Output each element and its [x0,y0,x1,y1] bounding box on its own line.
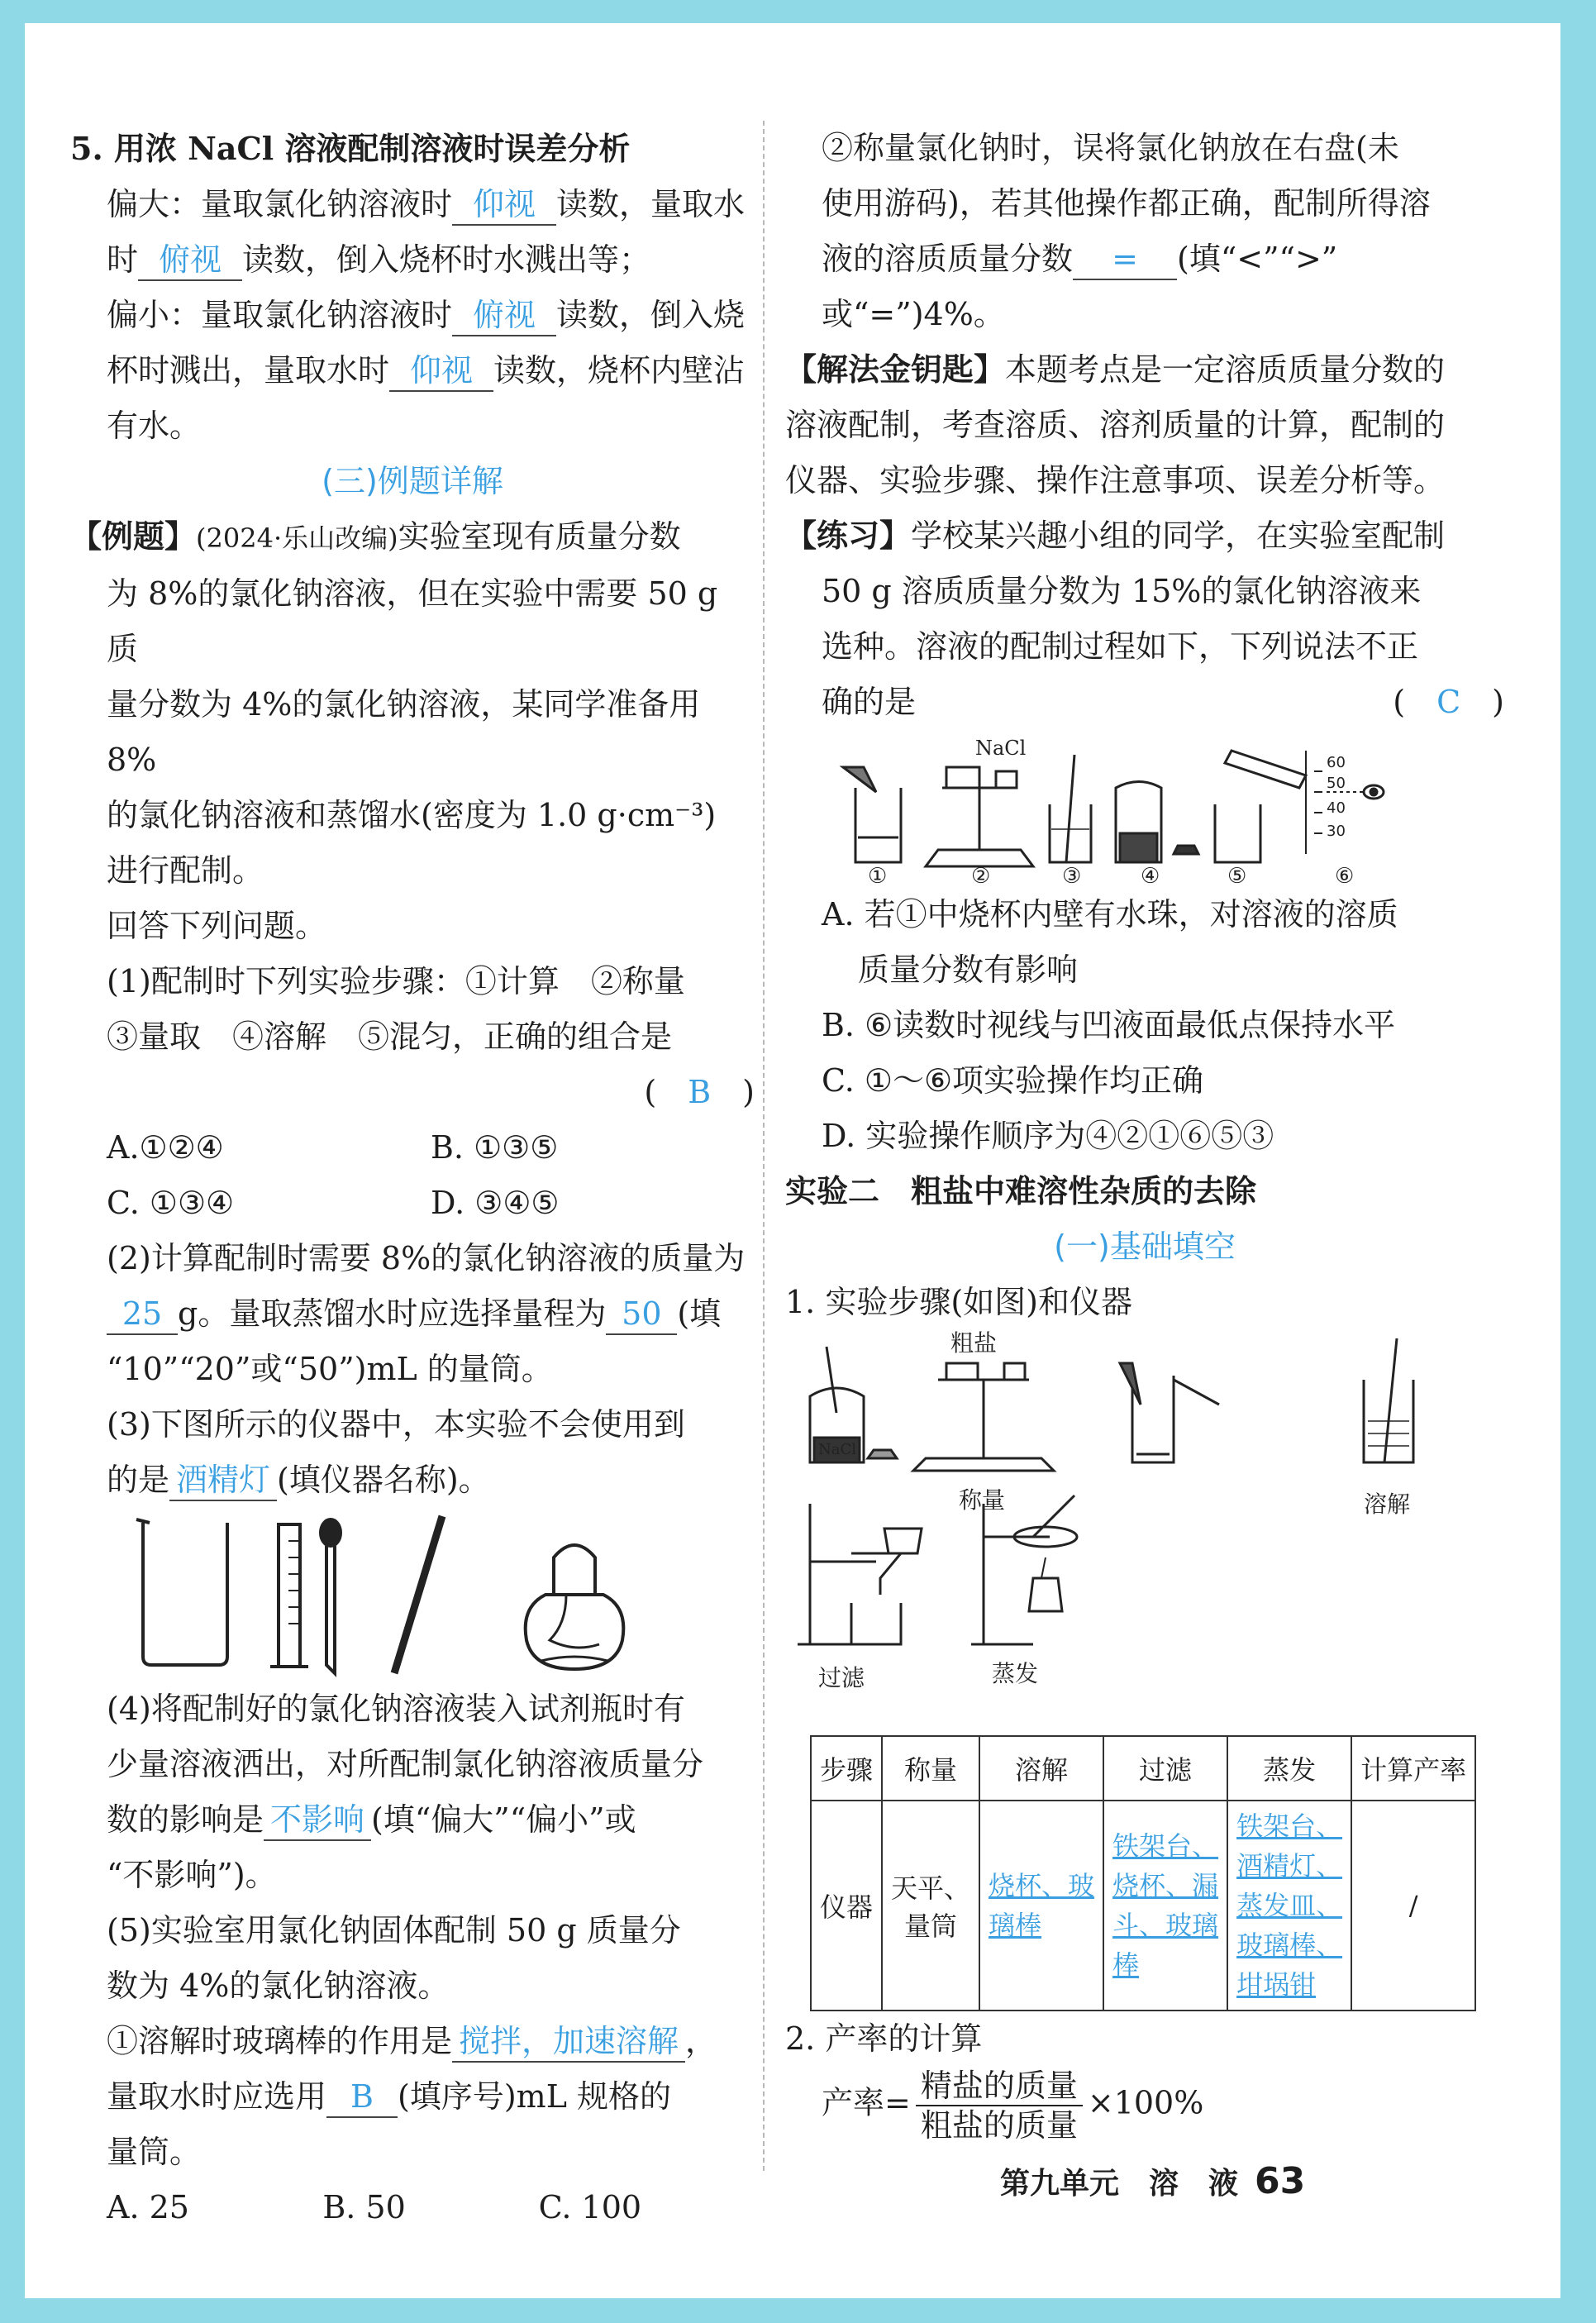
solution-key: 【解法金钥匙】本题考点是一定溶质质量分数的 [785,351,1446,388]
q3-line: (3)下图所示的仪器中，本实验不会使用到 [107,1406,685,1443]
figure-label: 蒸发 [992,1660,1039,1687]
figure-label: NaCl [818,1441,857,1458]
example-line: 进行配制。 [107,852,264,889]
left-column [70,121,755,2235]
instrument-table [810,1735,1476,2011]
step-number: ⑥ [1335,864,1355,887]
yield-formula: 产率= $\frac{\text{精盐的质量}}{\text{粗盐的质量}}$ ×100% [822,2068,1204,2144]
step-number: ③ [1062,864,1082,887]
answer-blank: 搅拌，加速溶解 [452,2021,685,2063]
step-1-title: 1. 实验步骤(如图)和仪器 [785,1284,1132,1320]
row-label: 仪器 [811,1801,882,2011]
step-number: ④ [1141,864,1160,887]
q5b-line: 数为 4%的氯化钠溶液。 [107,1968,450,2004]
figure-label: 粗盐 [950,1330,998,1357]
figure-label: 过滤 [818,1664,865,1691]
q5b-2-line: 或“=”)4%。 [822,296,1005,332]
q5b-line: 量筒。 [107,2134,202,2170]
column-divider [763,121,765,2171]
table-header: 步骤 [811,1736,882,1801]
answer-blank: 仰视 [452,184,556,226]
q5b-2-line: 使用游码)，若其他操作都正确，配制所得溶 [822,185,1431,222]
table-cell: 天平、 量筒 [882,1801,979,2011]
page-number: 63 [1255,2160,1306,2202]
step-number: ① [868,864,888,887]
table-header: 溶解 [979,1736,1103,1801]
answer-blank: 25 [107,1294,178,1335]
q1-line: ③量取 ④溶解 ⑤混匀，正确的组合是 [107,1018,673,1055]
answer-blank: 仰视 [389,351,493,392]
q5-small-cont: 杯时溅出，量取水时 仰视 读数，烧杯内壁沾 [70,343,755,398]
q5b-line: (5)实验室用氯化钠固体配制 50 g 质量分 [107,1912,681,1949]
q5-big-cont: 时 俯视 读数，倒入烧杯时水溅出等； [70,232,755,288]
table-cell: 铁架台、 烧杯、漏 斗、玻璃 棒 [1103,1801,1227,2011]
answer-blank: 俯视 [452,295,556,336]
practice-option: 质量分数有影响 [858,952,1079,988]
section-heading-examples: (三)例题详解 [322,463,503,499]
q5b-line: 量取水时应选用 B (填序号)mL 规格的 [70,2069,755,2125]
table-header: 称量 [882,1736,979,1801]
q4-line: 少量溶液洒出，对所配制氯化钠溶液质量分 [107,1746,704,1782]
table-header: 蒸发 [1227,1736,1351,1801]
practice-option: B. ⑥读数时视线与凹液面最低点保持水平 [822,1007,1396,1043]
page-footer [1000,2160,1305,2202]
instrument-figure [70,1508,731,1681]
option: A.①②④ [107,1129,224,1166]
q5b-2-line: ②称量氯化钠时，误将氯化钠放在右盘(未 [822,130,1399,166]
dropper-icon [321,1519,341,1673]
option: B. 50 [322,2189,406,2225]
q4-line: “不影响”)。 [107,1857,277,1893]
q5b-line: ①溶解时玻璃棒的作用是 搅拌，加速溶解 ， [70,2014,755,2069]
option: A. 25 [107,2189,189,2225]
q4-line: (4)将配制好的氯化钠溶液装入试剂瓶时有 [107,1691,685,1727]
q4-line: 数的影响是 不影响 (填“偏大”“偏小”或 [70,1792,755,1848]
practice-line: 确的是 ( C ) [822,684,1504,720]
step-number: ② [971,864,991,887]
q2-line: “10”“20”或“50”)mL 的量筒。 [107,1351,553,1387]
answer-blank: 酒精灯 [169,1460,277,1501]
example-line: 为 8%的氯化钠溶液，但在实验中需要 50 g 质 [107,575,718,667]
answer-blank: 不影响 [264,1800,371,1841]
answer-blank: 50 [606,1294,677,1335]
step-number: ⑤ [1227,864,1247,887]
practice-option: D. 实验操作顺序为④②①⑥⑤③ [822,1118,1274,1154]
solution-key-line: 溶液配制，考查溶质、溶剂质量的计算，配制的 [785,407,1446,443]
example-line: 量分数为 4%的氯化钠溶液，某同学准备用 8% [107,686,701,778]
nacl-label: NaCl [975,737,1027,760]
q2-line: 25 g。量取蒸馏水时应选择量程为 50 (填 [70,1286,755,1342]
figure-label: 称量 [959,1486,1006,1514]
table-cell: 铁架台、 酒精灯、 蒸发皿、 玻璃棒、 坩埚钳 [1227,1801,1351,2011]
q5b-2-line: 液的溶质质量分数 = (填“<”“>” [785,231,1504,287]
alcohol-lamp-icon [526,1545,624,1669]
practice-line: 选种。溶液的配制过程如下，下列说法不正 [822,628,1419,665]
q1-answer: ( B ) [644,1074,755,1110]
scale-label: 50 [1327,775,1346,792]
solution-key-line: 仪器、实验步骤、操作注意事项、误差分析等。 [785,462,1446,498]
q1-options-row1 [70,1120,755,1176]
practice-option: C. ①～⑥项实验操作均正确 [822,1062,1204,1099]
section-heading-basics: (一)基础填空 [1054,1228,1236,1265]
q5b-options [70,2180,755,2235]
answer-blank: 俯视 [138,240,242,281]
q5-title: 5. 用浓 NaCl 溶液配制溶液时误差分析 [70,130,631,167]
table-header: 计算产率 [1351,1736,1475,1801]
step-2-title: 2. 产率的计算 [785,2020,983,2057]
answer-blank: = [1073,239,1177,280]
practice-figure [785,730,1496,887]
option: C. 100 [538,2189,642,2225]
beaker-icon [143,1523,227,1665]
q5-small-end: 有水。 [107,408,202,444]
option: D. ③④⑤ [431,1185,560,1221]
table-header: 过滤 [1103,1736,1227,1801]
scale-label: 60 [1327,754,1346,771]
practice-option: A. 若①中烧杯内壁有水珠，对溶液的溶质 [822,896,1398,933]
experiment-2-title: 实验二 粗盐中难溶性杂质的去除 [785,1173,1257,1209]
q5-big: 偏大：量取氯化钠溶液时 仰视 读数，量取水 [70,177,755,232]
example-line: 回答下列问题。 [107,908,327,944]
scale-label: 30 [1327,823,1346,840]
practice-intro: 【练习】学校某兴趣小组的同学，在实验室配制 [785,518,1446,554]
table-cell: 烧杯、玻 璃棒 [979,1801,1103,2011]
glass-rod-icon [394,1516,442,1673]
example-intro: 【例题】(2024·乐山改编)实验室现有质量分数 [70,518,681,555]
example-line: 的氯化钠溶液和蒸馏水(密度为 1.0 g·cm⁻³) [107,797,717,833]
practice-line: 50 g 溶质质量分数为 15%的氯化钠溶液来 [822,573,1422,609]
answer-blank: B [326,2077,398,2118]
q3-line: 的是 酒精灯 (填仪器名称)。 [70,1452,755,1508]
right-column [785,121,1504,2144]
q5-small: 偏小：量取氯化钠溶液时 俯视 读数，倒入烧 [70,288,755,343]
scale-label: 40 [1327,799,1346,817]
page [25,23,1560,2298]
graduated-cylinder-icon [270,1524,308,1667]
table-cell: / [1351,1801,1475,2011]
figure-label: 溶解 [1364,1491,1411,1518]
q2-line: (2)计算配制时需要 8%的氯化钠溶液的质量为 [107,1240,746,1276]
q1-line: (1)配制时下列实验步骤：①计算 ②称量 [107,963,685,999]
q1-options-row2 [70,1176,755,1231]
option: B. ①③⑤ [431,1129,559,1166]
unit-title: 第九单元 溶 液 [1000,2167,1239,2201]
option: C. ①③④ [107,1185,235,1221]
salt-purification-figure [785,1330,1496,1735]
